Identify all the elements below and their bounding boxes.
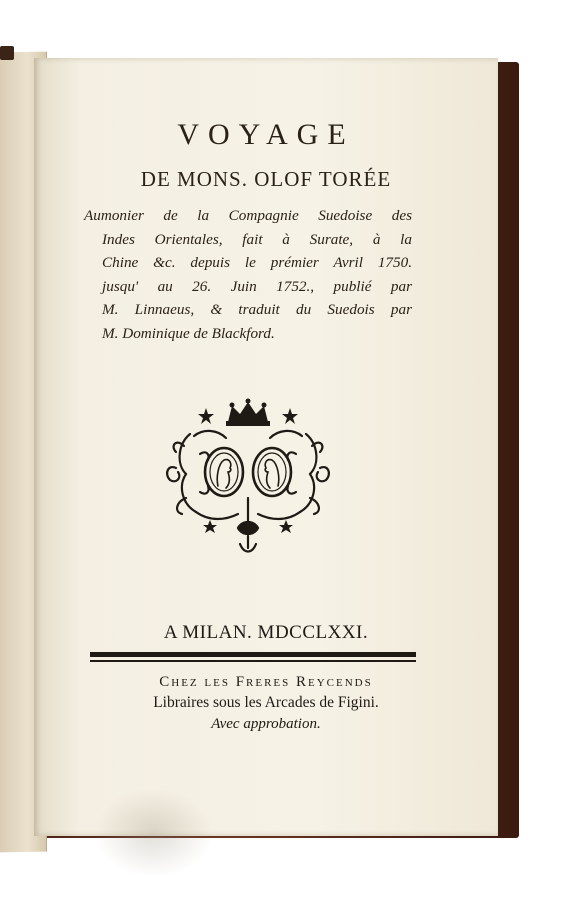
double-rule-thick bbox=[90, 652, 416, 657]
description-line: Chine &c. depuis le prémier Avril 1750. bbox=[102, 254, 412, 272]
crown-ornament-icon bbox=[160, 394, 336, 556]
book-subtitle: DE MONS. OLOF TORÉE bbox=[140, 167, 392, 191]
description-line: M. Dominique de Blackford. bbox=[102, 324, 275, 342]
description-block bbox=[84, 204, 412, 346]
foxing-stain bbox=[94, 788, 214, 878]
description-line: jusqu' au 26. Juin 1752., publié par bbox=[102, 277, 412, 295]
book-title: VOYAGE bbox=[177, 118, 355, 151]
description-line: M. Linnaeus, & traduit du Suedois par bbox=[102, 301, 412, 319]
double-rule-thin bbox=[90, 660, 416, 662]
imprint-line: A MILAN. MDCCLXXI. bbox=[163, 622, 369, 643]
description-line: Aumonier de la Compagnie Suedoise des bbox=[84, 207, 412, 224]
binding-corner bbox=[0, 46, 14, 60]
printer-line: Chez les Freres Reycends bbox=[159, 674, 373, 690]
approval-line: Avec approbation. bbox=[211, 716, 321, 732]
address-line: Libraires sous les Arcades de Figini. bbox=[153, 694, 379, 711]
description-line: Indes Orientales, fait à Surate, à la bbox=[102, 230, 412, 248]
